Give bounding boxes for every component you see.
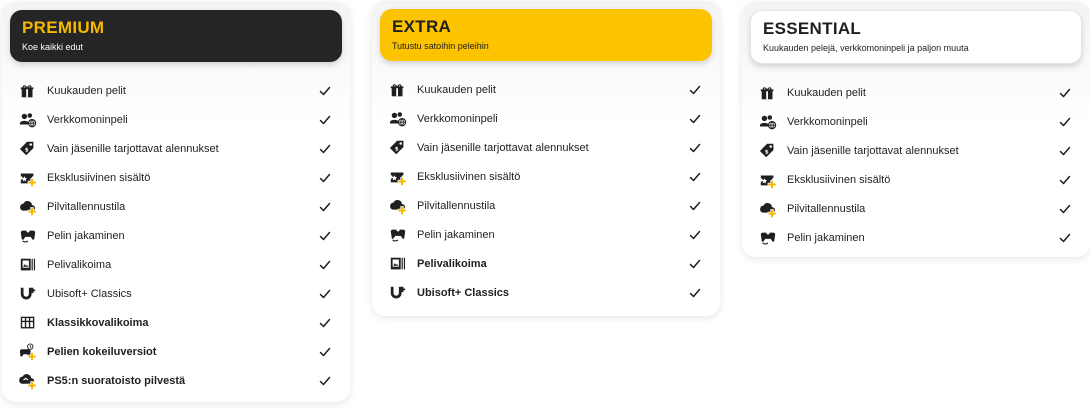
feature-label: Eksklusiivinen sisältö — [47, 171, 151, 184]
feature-list — [10, 76, 342, 395]
ubisoft-plus-icon — [388, 284, 408, 302]
feature-item — [750, 136, 1082, 165]
feature-item — [380, 220, 712, 249]
feature-item — [10, 308, 342, 337]
feature-label: Pelin jakaminen — [417, 228, 495, 241]
feature-item — [750, 78, 1082, 107]
feature-item — [10, 279, 342, 308]
feature-item — [380, 249, 712, 278]
game-catalog-icon — [18, 256, 38, 274]
checkmark-icon — [688, 286, 702, 300]
checkmark-icon — [318, 142, 332, 156]
feature-label: Kuukauden pelit — [47, 84, 126, 97]
feature-item — [750, 165, 1082, 194]
feature-item — [750, 107, 1082, 136]
plan-card-essential — [742, 2, 1090, 257]
feature-label: Pelivalikoima — [47, 258, 112, 271]
feature-label: Kuukauden pelit — [417, 83, 496, 96]
checkmark-icon — [688, 141, 702, 155]
feature-label: Eksklusiivinen sisältö — [787, 173, 891, 186]
plan-title: ESSENTIAL — [763, 19, 862, 38]
feature-item — [10, 192, 342, 221]
plan-title: PREMIUM — [22, 18, 105, 37]
share-play-icon — [388, 226, 408, 244]
feature-label: Vain jäsenille tarjottavat alennukset — [787, 144, 959, 157]
feature-label: Klassikkovalikoima — [47, 316, 149, 329]
checkmark-icon — [318, 113, 332, 127]
game-catalog-icon — [388, 255, 408, 273]
feature-item — [380, 191, 712, 220]
gift-controller-icon — [758, 84, 778, 102]
gift-controller-icon — [18, 82, 38, 100]
svg-text:$: $ — [24, 147, 29, 154]
feature-label: Pelivalikoima — [417, 257, 487, 270]
cloud-storage-icon — [758, 200, 778, 218]
plan-title: EXTRA — [392, 17, 452, 36]
gift-controller-icon — [388, 81, 408, 99]
price-tag-icon — [758, 142, 778, 160]
cloud-streaming-icon — [18, 372, 38, 390]
feature-item — [380, 75, 712, 104]
feature-label: Ubisoft+ Classics — [47, 287, 132, 300]
feature-item — [380, 278, 712, 307]
checkmark-icon — [1058, 144, 1072, 158]
checkmark-icon — [1058, 115, 1072, 129]
feature-list — [750, 78, 1082, 252]
checkmark-icon — [688, 112, 702, 126]
feature-item — [10, 366, 342, 395]
feature-label: Pelin jakaminen — [787, 231, 865, 244]
feature-label: Ubisoft+ Classics — [417, 286, 510, 299]
multiplayer-icon — [18, 111, 38, 129]
plan-card-premium — [2, 2, 350, 402]
feature-label: Kuukauden pelit — [787, 86, 866, 99]
checkmark-icon — [318, 345, 332, 359]
classics-catalog-icon — [18, 314, 38, 332]
plan-subtitle: Tutustu satoihin peleihin — [392, 41, 489, 51]
plan-header-premium — [10, 10, 342, 62]
price-tag-icon — [18, 140, 38, 158]
checkmark-icon — [318, 84, 332, 98]
feature-item — [750, 223, 1082, 252]
feature-item — [10, 76, 342, 105]
feature-label: Verkkomoninpeli — [47, 113, 128, 126]
feature-item — [10, 337, 342, 366]
checkmark-icon — [318, 171, 332, 185]
checkmark-icon — [1058, 86, 1072, 100]
plan-card-extra — [372, 1, 720, 316]
game-trials-icon — [18, 343, 38, 361]
checkmark-icon — [688, 199, 702, 213]
plan-subtitle: Kuukauden pelejä, verkkomoninpeli ja paljon muuta — [763, 43, 969, 53]
price-tag-icon — [388, 139, 408, 157]
ubisoft-plus-icon — [18, 285, 38, 303]
feature-item — [10, 134, 342, 163]
feature-label: Pilvitallennustila — [417, 199, 496, 212]
plan-header-extra — [380, 9, 712, 61]
checkmark-icon — [1058, 202, 1072, 216]
checkmark-icon — [318, 287, 332, 301]
checkmark-icon — [688, 170, 702, 184]
plan-header-essential — [750, 10, 1082, 64]
checkmark-icon — [688, 83, 702, 97]
feature-item — [10, 163, 342, 192]
feature-label: Eksklusiivinen sisältö — [417, 170, 521, 183]
feature-label: Pelien kokeiluversiot — [47, 345, 157, 358]
plan-subtitle: Koe kaikki edut — [22, 42, 84, 52]
share-play-icon — [758, 229, 778, 247]
checkmark-icon — [318, 374, 332, 388]
feature-list — [380, 75, 712, 307]
checkmark-icon — [1058, 173, 1072, 187]
exclusive-content-icon — [388, 168, 408, 186]
svg-text:$: $ — [764, 149, 769, 156]
checkmark-icon — [318, 229, 332, 243]
checkmark-icon — [688, 257, 702, 271]
feature-label: PS5:n suoratoisto pilvestä — [47, 374, 186, 387]
feature-item — [750, 194, 1082, 223]
checkmark-icon — [318, 316, 332, 330]
feature-item — [380, 104, 712, 133]
feature-item — [380, 162, 712, 191]
exclusive-content-icon — [18, 169, 38, 187]
feature-label: Vain jäsenille tarjottavat alennukset — [417, 141, 589, 154]
feature-label: Pelin jakaminen — [47, 229, 125, 242]
checkmark-icon — [688, 228, 702, 242]
feature-item — [380, 133, 712, 162]
share-play-icon — [18, 227, 38, 245]
feature-item — [10, 250, 342, 279]
multiplayer-icon — [758, 113, 778, 131]
checkmark-icon — [318, 200, 332, 214]
feature-label: Pilvitallennustila — [47, 200, 126, 213]
cloud-storage-icon — [18, 198, 38, 216]
feature-label: Verkkomoninpeli — [787, 115, 868, 128]
checkmark-icon — [318, 258, 332, 272]
feature-item — [10, 221, 342, 250]
feature-label: Pilvitallennustila — [787, 202, 866, 215]
feature-item — [10, 105, 342, 134]
exclusive-content-icon — [758, 171, 778, 189]
svg-text:$: $ — [394, 146, 399, 153]
cloud-storage-icon — [388, 197, 408, 215]
checkmark-icon — [1058, 231, 1072, 245]
multiplayer-icon — [388, 110, 408, 128]
feature-label: Verkkomoninpeli — [417, 112, 498, 125]
feature-label: Vain jäsenille tarjottavat alennukset — [47, 142, 219, 155]
